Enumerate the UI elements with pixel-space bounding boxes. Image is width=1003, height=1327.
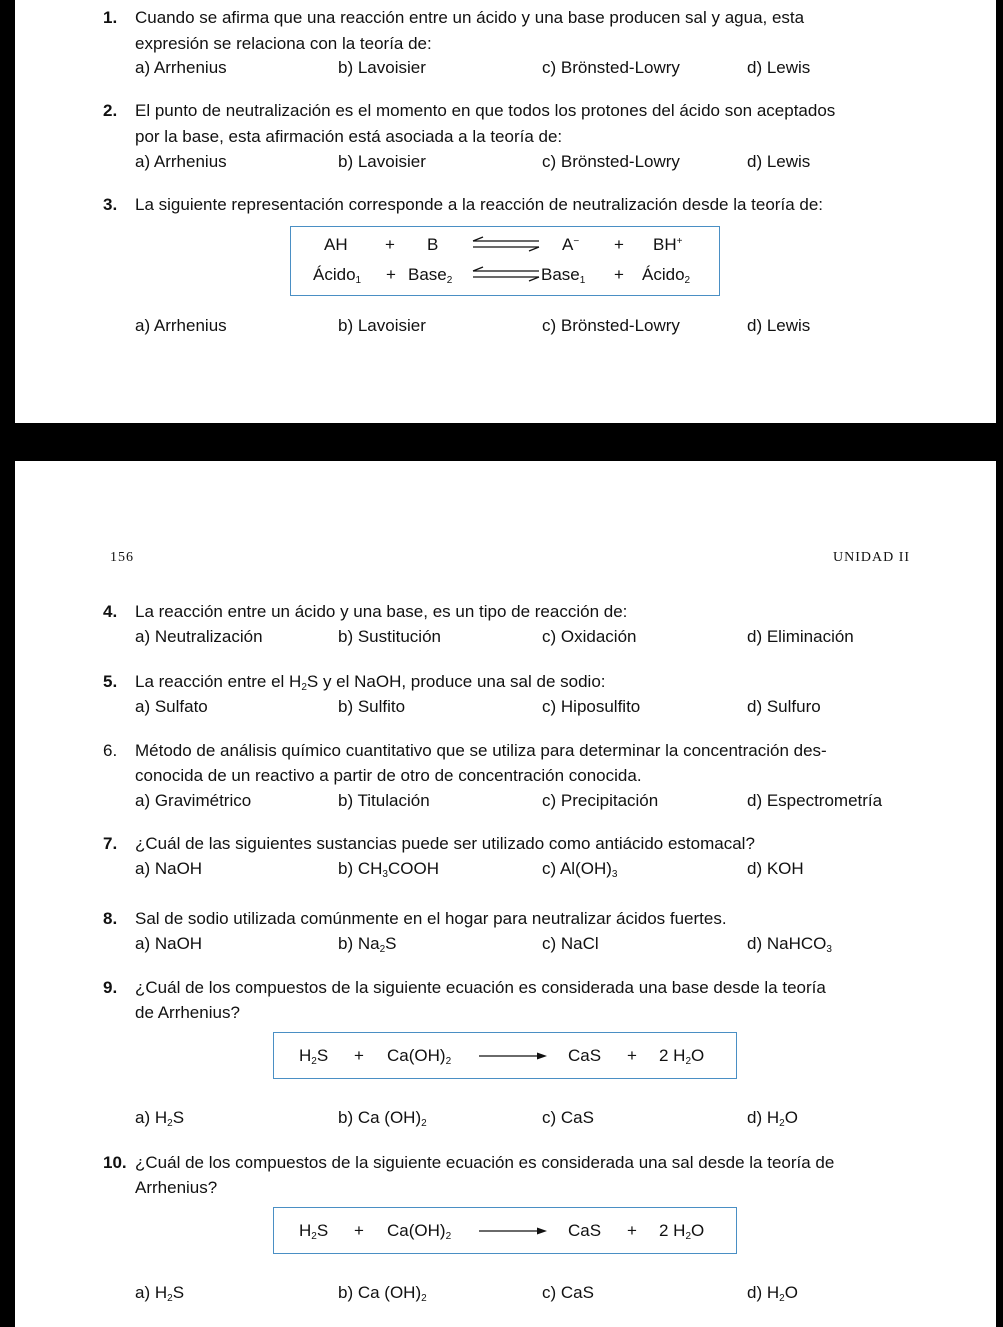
option-a: a) Arrhenius	[135, 152, 227, 171]
option-a: a) Arrhenius	[135, 58, 227, 77]
question-number: 6.	[103, 741, 118, 760]
option-b: b) Lavoisier	[338, 58, 426, 77]
question-text: El punto de neutralización es el momento en que todos los protones del ácido son aceptados	[135, 101, 836, 120]
equilibrium-arrow-icon	[471, 267, 543, 281]
reaction-arrow-icon	[479, 1226, 547, 1236]
equation-box	[273, 1207, 737, 1254]
eq-product-2: Ácido$_2$	[642, 265, 691, 286]
question-text: La reacción entre un ácido y una base, es un tipo de reacción de:	[135, 602, 628, 621]
eq-plus: +	[385, 235, 395, 254]
option-b: b) Ca $(OH)_2$	[338, 1108, 427, 1129]
option-d: d) Lewis	[747, 152, 811, 171]
eq-plus: +	[614, 265, 624, 284]
eq-product-1: A−	[562, 235, 580, 254]
question-number: 8.	[103, 909, 118, 928]
question-text: La reacción entre el $H_2S$ y el NaOH, produce una sal de sodio:	[135, 672, 606, 693]
option-a: a) NaOH	[135, 934, 203, 953]
question-number: 2.	[103, 101, 118, 120]
eq-reactant-1: Ácido$_1$	[313, 265, 362, 286]
question-text: Sal de sodio utilizada comúnmente en el hogar para neutralizar ácidos fuertes.	[135, 909, 727, 928]
eq-product-1: Base$_1$	[541, 265, 586, 286]
option-c: c) Brönsted-Lowry	[542, 152, 680, 171]
eq-plus: +	[627, 1221, 637, 1240]
option-d: d) Lewis	[747, 58, 811, 77]
option-c: c) CaS	[542, 1108, 594, 1127]
option-c: c) Precipitación	[542, 791, 659, 810]
eq-plus: +	[354, 1046, 364, 1065]
option-a: a) NaOH	[135, 859, 203, 878]
eq-product-2: 2 $H_2O$	[659, 1046, 705, 1067]
eq-plus: +	[614, 235, 624, 254]
question-number: 9.	[103, 978, 118, 997]
question-text: Arrhenius?	[135, 1178, 218, 1197]
option-d: d) Espectrometría	[747, 791, 883, 810]
equilibrium-arrow-icon	[471, 237, 543, 251]
equation-box	[273, 1032, 737, 1079]
eq-plus: +	[354, 1221, 364, 1240]
page-number: 156	[110, 550, 134, 565]
eq-reactant-1: $H_2S$	[299, 1046, 329, 1067]
question-text: de Arrhenius?	[135, 1003, 240, 1022]
question-text: expresión se relaciona con la teoría de:	[135, 34, 432, 53]
question-number: 3.	[103, 195, 118, 214]
option-b: b) Titulación	[338, 791, 430, 810]
question-text: Método de análisis químico cuantitativo que se utiliza para determinar la concentración des-	[135, 741, 827, 760]
question-text: Cuando se afirma que una reacción entre un ácido y una base producen sal y agua, esta	[135, 8, 805, 27]
option-d: d) $H_2O$	[747, 1283, 798, 1304]
option-c: c) Hiposulfito	[542, 697, 641, 716]
unit-header: UNIDAD II	[833, 550, 911, 565]
eq-plus: +	[386, 265, 396, 284]
option-a: a) $H_2S$	[135, 1283, 185, 1304]
question-text: ¿Cuál de los compuestos de la siguiente ecuación es considerada una sal desde la teoría de	[135, 1153, 835, 1172]
page-bottom	[15, 461, 996, 1327]
eq-reactant-2: $Ca(OH)_2$	[387, 1046, 452, 1067]
option-c: c) Brönsted-Lowry	[542, 316, 680, 335]
eq-plus: +	[627, 1046, 637, 1065]
option-a: a) Neutralización	[135, 627, 263, 646]
option-c: c) Brönsted-Lowry	[542, 58, 680, 77]
option-d: d) $H_2O$	[747, 1108, 798, 1129]
option-b: b) Ca $(OH)_2$	[338, 1283, 427, 1304]
eq-reactant-2: Base$_2$	[408, 265, 453, 286]
option-c: c) Oxidación	[542, 627, 637, 646]
eq-reactant-1: AH	[324, 235, 348, 254]
option-c: c) NaCl	[542, 934, 599, 953]
eq-product-1: CaS	[568, 1046, 602, 1065]
eq-product-1: CaS	[568, 1221, 602, 1240]
eq-reactant-1: $H_2S$	[299, 1221, 329, 1242]
question-number: 7.	[103, 834, 118, 853]
eq-reactant-2: $Ca(OH)_2$	[387, 1221, 452, 1242]
page-top	[15, 0, 996, 423]
option-a: a) Arrhenius	[135, 316, 227, 335]
option-b: b) $Na_2S$	[338, 934, 397, 955]
option-b: b) $CH_3COOH$	[338, 859, 439, 880]
option-b: b) Lavoisier	[338, 152, 426, 171]
question-text: ¿Cuál de las siguientes sustancias puede ser utilizado como antiácido estomacal?	[135, 834, 755, 853]
option-c: c) $Al(OH)_3$	[542, 859, 618, 880]
option-d: d) Lewis	[747, 316, 811, 335]
question-text: conocida de un reactivo a partir de otro de concentración conocida.	[135, 766, 642, 785]
option-d: d) Sulfuro	[747, 697, 821, 716]
option-a: a) $H_2S$	[135, 1108, 185, 1129]
question-number: 4.	[103, 602, 118, 621]
eq-reactant-2: B	[427, 235, 439, 254]
option-d: d) Eliminación	[747, 627, 854, 646]
question-number: 5.	[103, 672, 118, 691]
eq-product-2: 2 $H_2O$	[659, 1221, 705, 1242]
question-text: La siguiente representación corresponde a la reacción de neutralización desde la teoría de:	[135, 195, 824, 214]
question-text: por la base, esta afirmación está asociada a la teoría de:	[135, 127, 563, 146]
equation-box	[290, 226, 720, 296]
option-d: d) KOH	[747, 859, 804, 878]
question-text: ¿Cuál de los compuestos de la siguiente ecuación es considerada una base desde la teoría	[135, 978, 826, 997]
option-c: c) CaS	[542, 1283, 594, 1302]
option-a: a) Gravimétrico	[135, 791, 252, 810]
option-b: b) Sulfito	[338, 697, 406, 716]
question-number: 1.	[103, 8, 118, 27]
eq-product-2: BH+	[653, 235, 683, 254]
question-number: 10.	[103, 1153, 127, 1172]
option-b: b) Sustitución	[338, 627, 441, 646]
option-d: d) NaHCO$_3$	[747, 934, 832, 955]
option-a: a) Sulfato	[135, 697, 208, 716]
reaction-arrow-icon	[479, 1051, 547, 1061]
option-b: b) Lavoisier	[338, 316, 426, 335]
